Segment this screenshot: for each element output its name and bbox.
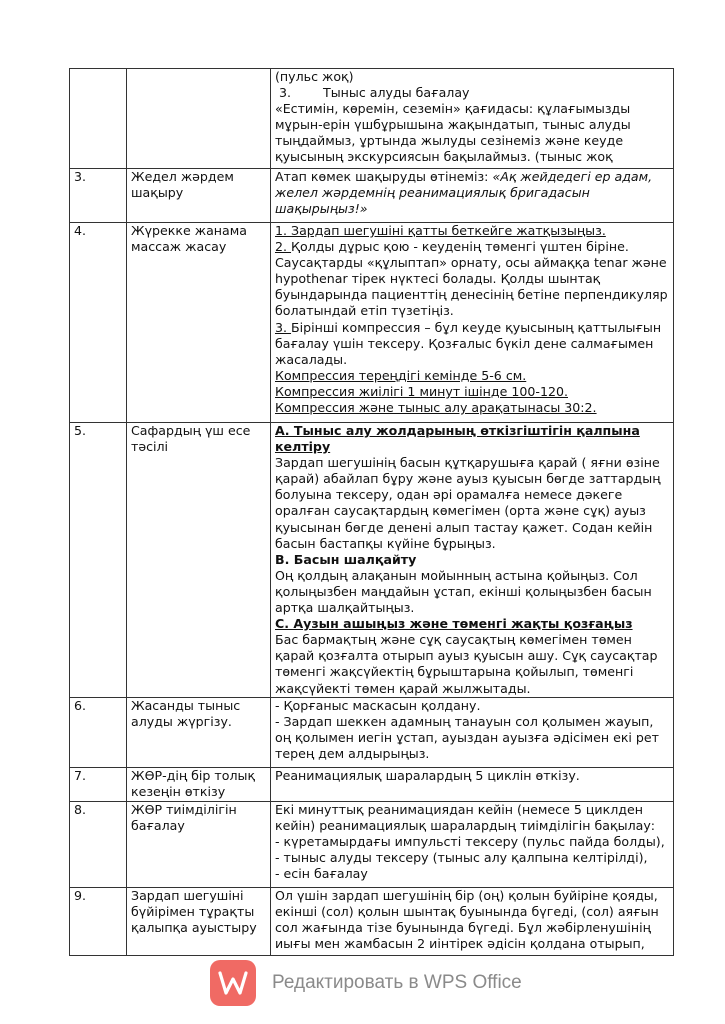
content-heading: А. Тыныс алу жолдарының өткізгіштігін қалпына келтіру (275, 423, 640, 455)
row-number: 5. (70, 423, 127, 698)
table-row (70, 887, 674, 955)
wps-edit-banner[interactable] (210, 960, 540, 1006)
content-prefix: 2. (275, 239, 292, 255)
content-line (275, 320, 671, 368)
content-line: Екі минуттық реанимациядан кейін (немесе 5 циклден кейін) реанимациялық шаралардың тиімділігін бақылау: (275, 801, 656, 833)
wps-edit-label[interactable]: Редактировать в WPS Office (272, 972, 522, 993)
content-line: - Қорғаныс маскасын қолдану. (275, 697, 481, 713)
row-title: Сафардың үш есе тәсілі (127, 423, 271, 698)
row-content (271, 69, 674, 169)
row-title: ЖӨР-дің бір толық кезеңін өткізу (127, 767, 271, 801)
row-number: 3. (70, 169, 127, 223)
content-line: 3. Тыныс алуды бағалау (275, 85, 470, 101)
table-row (70, 423, 674, 698)
row-content (271, 697, 674, 767)
row-content (271, 169, 674, 223)
content-line: «Естимін, көремін, сеземін» қағидасы: құлағымызды мұрын-ерін үшбұрышына жақындатып, тыныс алуды тыңдаймыз, ұртында жылуды сезінеміз және кеуде қуысының экскурсиясын бақылаймыз. (тыныс жоқ (275, 101, 631, 165)
content-line: Ол үшін зардап шегушінің бір (оң) қолын буйіріне қояды, екінші (сол) қолын шынтақ буынында бүгеді, (сол) аяғын сол жағында тізе буынында бүгеді. Бұл жәбірленушінің иығы мен жамбасын 2 иінтірек әдісін қолдана отырып, (275, 887, 659, 951)
content-line: Компрессия тереңдігі кемінде 5-6 см. (275, 367, 527, 383)
row-number: 7. (70, 767, 127, 801)
row-number: 9. (70, 887, 127, 955)
content-line: Компрессия жиілігі 1 минут ішінде 100-120. (275, 383, 568, 399)
content-line: (пульс жоқ) (275, 69, 354, 84)
content-line: Компрессия және тыныс алу арақатынасы 30:2. (275, 400, 597, 416)
row-number (70, 69, 127, 169)
table-row (70, 223, 674, 423)
table-row (70, 801, 674, 887)
content-heading: С. Аузын ашыңыз және төменгі жақты қозғаңыз (275, 616, 633, 632)
content-italic: «Ақ жейдедегі ер адам, желел жәрдемнің реанимациялық бригадасын шақырыңыз!» (275, 169, 653, 217)
content-line: - тыныс алуды тексеру (тыныс алу қалпына келтірілді), (275, 849, 648, 865)
row-number: 8. (70, 801, 127, 887)
row-title (127, 69, 271, 169)
content-line: Оң қолдың алақанын мойынның астына қойыңыз. Сол қолыңызбен маңдайын ұстап, екінші қолыңызбен басын артқа шалқайтыңыз. (275, 567, 652, 616)
row-content (271, 423, 674, 698)
row-number: 4. (70, 223, 127, 423)
procedure-table (69, 68, 674, 956)
row-content (271, 767, 674, 801)
content-line: - есін бағалау (275, 865, 368, 881)
content-prefix: 3. (275, 319, 292, 335)
content-heading: В. Басын шалқайту (275, 551, 417, 567)
content-line (275, 239, 671, 319)
content-line: Реанимациялық шаралардың 5 циклін өткізу. (275, 767, 580, 783)
row-title: Жасанды тыныс алуды жүргізу. (127, 697, 271, 767)
row-title: Жедел жәрдем шақыру (127, 169, 271, 223)
row-title: ЖӨР тиімділігін бағалау (127, 801, 271, 887)
content-line: Зардап шегушінің басын құтқарушыға қарай ( яғни өзіне қарай) абайлап бұру және ауыз қуысын бөгде заттардың болуына тексеру, одан әрі орамалға немесе дәкеге оралған саусақтардың көмегімен (орта және сұқ) ауыз қуысынан бөгде денені алып тастау қажет. Содан кейін басын бастапқы күйіне бұрыңыз. (275, 455, 661, 551)
content-line: 1. Зардап шегушіні қатты беткейге жатқызыңыз. (275, 223, 606, 238)
row-content (271, 801, 674, 887)
wps-w-glyph (218, 970, 248, 996)
row-content (271, 887, 674, 955)
content-text: Бірінші компрессия – бұл кеуде қуысының қаттылығын бағалау үшін тексеру. Қозғалыс бүкіл дене салмағымен жасалады. (275, 319, 662, 367)
content-line (275, 169, 671, 217)
table-row (70, 697, 674, 767)
content-line: - Зардап шеккен адамның танауын сол қолымен жауып, оң қолымен иегін ұстап, ауыздан ауызға әдісімен екі рет терең дем алдырыңыз. (275, 713, 660, 761)
content-text: Қолды дұрыс қою - кеуденің төменгі үштен біріне. Саусақтарды «құлыптап» орнату, осы аймаққа tenar және hypothenar тірек нүктесі болады. Қолды шынтақ буындарында пациенттің денесінің бетіне перпендикуляр болатындай етіп түзетіңіз. (275, 239, 668, 319)
wps-logo-icon (210, 960, 256, 1006)
row-title: Зардап шегушіні бүйірімен тұрақты қалыпқа ауыстыру (127, 887, 271, 955)
table-row (70, 169, 674, 223)
content-line: Бас бармақтың және сұқ саусақтың көмегімен төмен қарай қозғалта отырып ауыз қуысын ашу. Сұқ саусақтар төменгі жақсүйектің бұрыштарына қойылып, төменгі жақсүйекті төмен қарай жылжытады. (275, 632, 658, 696)
table-row (70, 767, 674, 801)
row-title: Жүрекке жанама массаж жасау (127, 223, 271, 423)
content-text: Атап көмек шақыруды өтінеміз: (275, 169, 493, 184)
row-content (271, 223, 674, 423)
content-line: - күретамырдағы импульсті тексеру (пульс пайда болды), (275, 833, 665, 849)
row-number: 6. (70, 697, 127, 767)
table-row (70, 69, 674, 169)
